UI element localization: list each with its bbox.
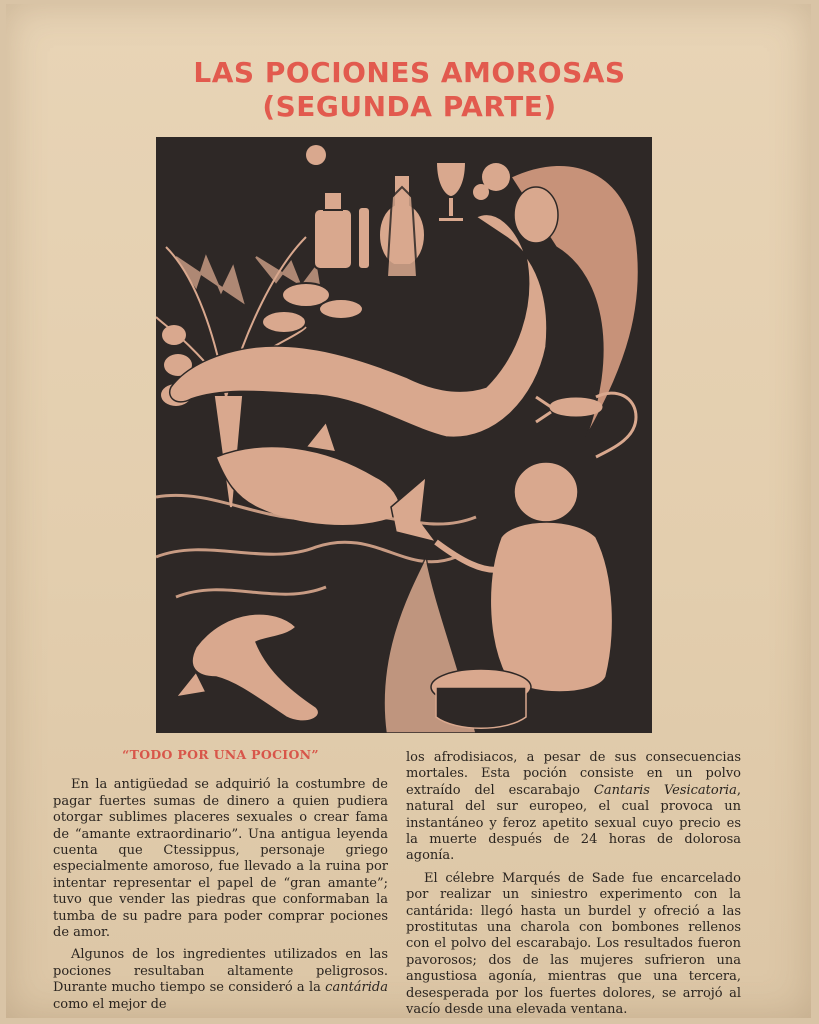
- emphasis: cantárida: [325, 980, 388, 996]
- paragraph: En la antigüedad se adquirió la costumbre de pagar fuertes sumas de dinero a quien pudiera otorgar sublimes placeres sexuales o crear fama de “amante extraordinario”. Una antigua leyenda cuenta que Ctessippus, personaje griego especialmente amoroso, fue llevado a la ruina por intentar representar el papel de “gran amante”; tuvo que vender las piedras que conformaban la tumba de su padre para poder comprar pociones de amor.: [53, 777, 388, 941]
- paragraph: El célebre Marqués de Sade fue encarcelado por realizar un siniestro experimento con la cantárida: llegó hasta un burdel y ofreció a las prostitutas una charola con bombones rellenos con el polvo del escarabajo. Los resultados fueron pavorosos; dos de las mujeres sufrieron una angustiosa agonía, mientras que una tercera, desesperada por los fuertes dolores, se arrojó al vacío desde una elevada ventana.: [406, 870, 741, 1018]
- text-span: como el mejor de: [53, 996, 167, 1012]
- section-heading: “TODO POR UNA POCION”: [122, 747, 319, 762]
- text-span: , natural del sur europeo, el cual provoca un instantáneo y feroz apetito sexual cuyo precio es la muerte después de 24 horas de dolorosa agonía.: [406, 782, 741, 864]
- right-column: [406, 750, 741, 1019]
- emphasis: Cantaris Vesicatoria: [593, 782, 737, 798]
- paragraph: [53, 947, 388, 1013]
- article-subtitle: (SEGUNDA PARTE): [262, 90, 557, 123]
- illustration: [156, 137, 652, 733]
- text-span: los afrodisiacos, a pesar de sus consecuencias mortales. Esta poción consiste en un polvo extraído del escarabajo: [406, 750, 741, 798]
- text-span: Algunos de los ingredientes utilizados en las pociones resultaban altamente peligrosos. Durante mucho tiempo se consideró a la: [53, 947, 388, 996]
- paragraph: [406, 750, 741, 865]
- left-column: [53, 747, 388, 1013]
- article-title: LAS POCIONES AMOROSAS: [193, 56, 626, 89]
